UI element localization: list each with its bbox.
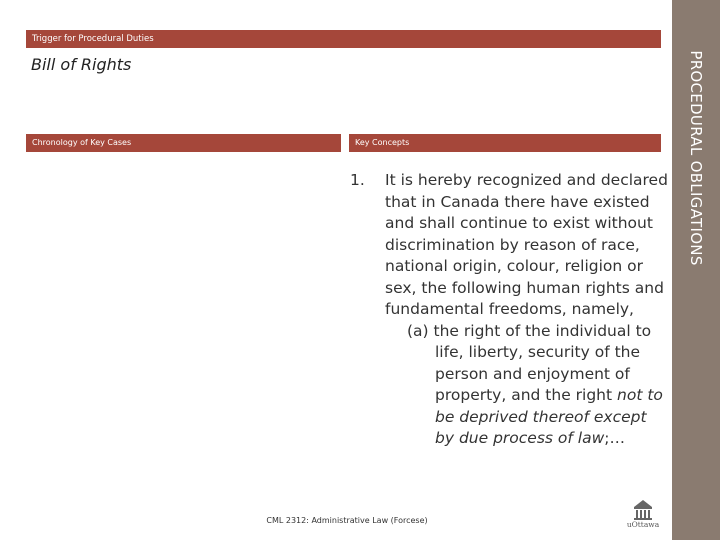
sub-item-a-suffix: ;…	[604, 429, 625, 447]
list-item-1-text: It is hereby recognized and declared that in Canada there have existed and shall continue to exist without discrimination by reason of race, national origin, colour, religion or sex, the following human rights and fundamental freedoms, namely,	[385, 171, 668, 318]
sub-item-a	[340, 321, 670, 450]
section-label-bar	[26, 30, 661, 48]
section-label: Trigger for Procedural Duties	[32, 34, 154, 44]
sub-item-a-italic-text: not to be deprived thereof except by due process of law	[435, 386, 663, 447]
key-concepts-body	[340, 170, 670, 450]
left-column-header	[26, 134, 341, 152]
left-column-header-label: Chronology of Key Cases	[32, 138, 132, 147]
logo-text: uOttawa	[626, 520, 660, 529]
right-column-header	[349, 134, 661, 152]
side-panel-label: PROCEDURAL OBLIGATIONS	[687, 50, 705, 266]
right-column-header-label: Key Concepts	[355, 138, 410, 147]
list-item-1-number: 1.	[350, 171, 365, 189]
page-title: Bill of Rights	[31, 55, 132, 74]
sub-item-a-text: (a) the right of the individual to life, liberty, security of the person and enjoyment of property, and the right	[407, 321, 652, 404]
footer-text: CML 2312: Administrative Law (Forcese)	[266, 516, 428, 525]
list-item-1	[340, 170, 670, 321]
